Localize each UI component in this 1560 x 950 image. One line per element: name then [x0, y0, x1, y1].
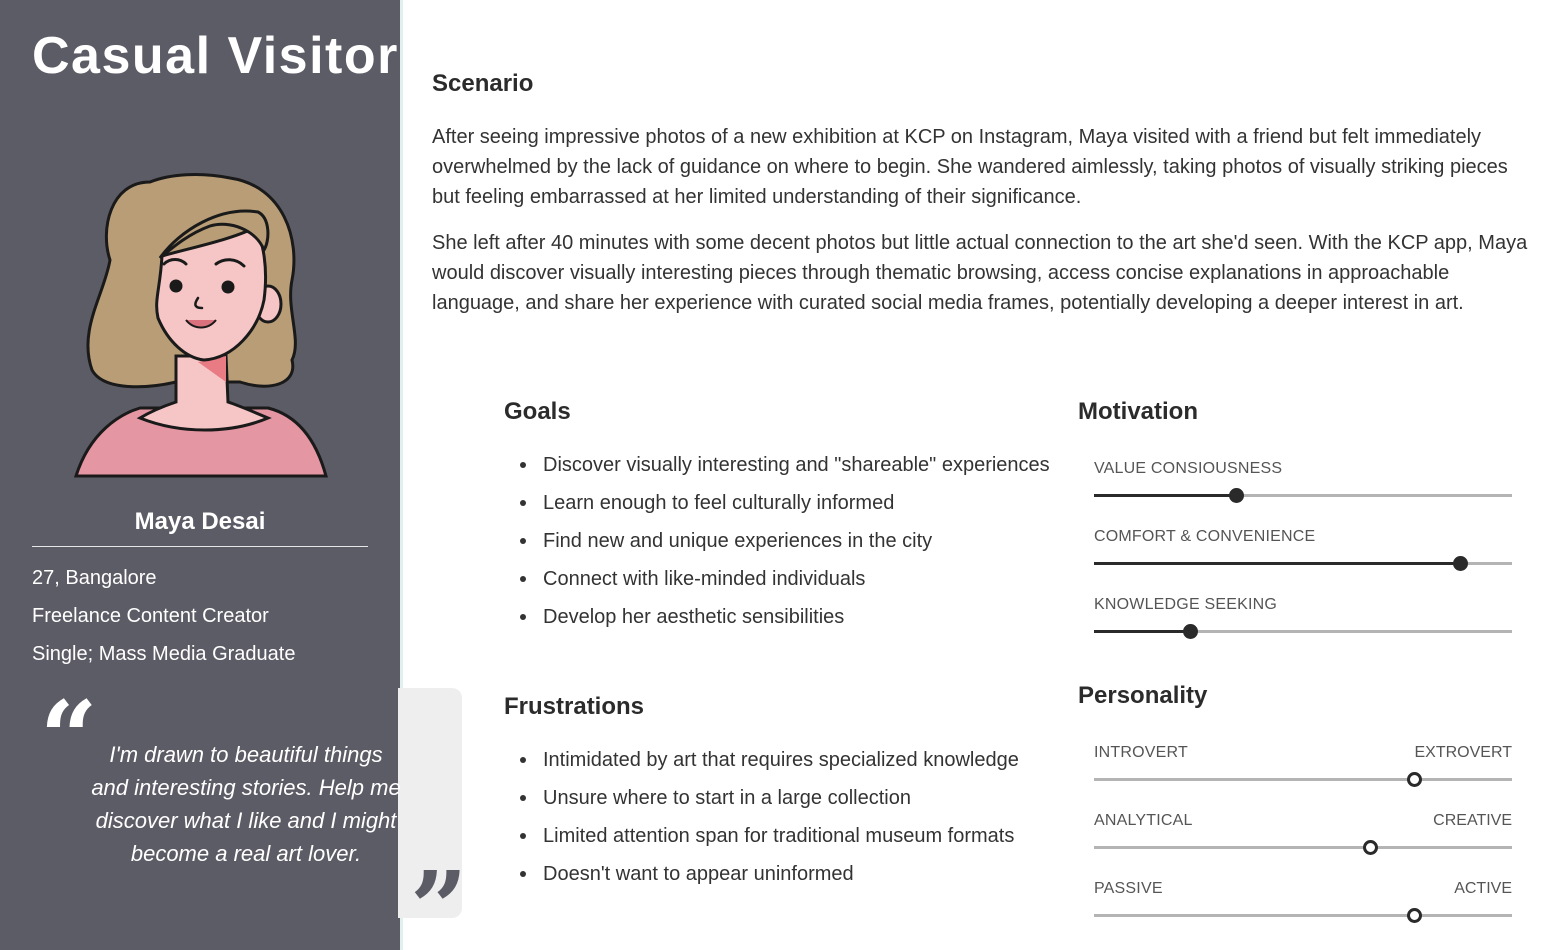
- frustration-text: Limited attention span for traditional museum formats: [543, 825, 1015, 847]
- slider-knob: [1453, 556, 1468, 571]
- persona-age-location: 27, Bangalore: [32, 567, 157, 589]
- persona-occupation: Freelance Content Creator: [32, 605, 269, 627]
- frustrations-list: [543, 745, 1063, 897]
- list-item: [543, 859, 1063, 889]
- motivation-slider-value-consciousness: [1094, 460, 1512, 478]
- slider-knob: [1407, 908, 1422, 923]
- slider-left-label: PASSIVE: [1094, 880, 1163, 897]
- goal-text: Learn enough to feel culturally informed: [543, 492, 895, 514]
- motivation-slider-knowledge-seeking: [1094, 596, 1512, 614]
- open-quote-icon: “: [40, 679, 98, 797]
- slider-fill: [1094, 630, 1190, 633]
- frustration-text: Doesn't want to appear uninformed: [543, 863, 854, 885]
- slider-label: COMFORT & CONVENIENCE: [1094, 528, 1316, 545]
- personality-slider-analytical-creative: [1094, 812, 1512, 830]
- slider-label: VALUE CONSIOUSNESS: [1094, 460, 1283, 477]
- persona-name: Maya Desai: [134, 508, 266, 535]
- slider-right-label: ACTIVE: [1454, 880, 1512, 897]
- personality-heading: Personality: [1078, 682, 1208, 709]
- goal-text: Develop her aesthetic sensibilities: [543, 606, 845, 628]
- slider-track: [1094, 914, 1512, 917]
- slider-knob: [1183, 624, 1198, 639]
- personality-slider-introvert-extrovert: [1094, 744, 1512, 762]
- slider-label: KNOWLEDGE SEEKING: [1094, 596, 1277, 613]
- list-item: [543, 526, 1063, 556]
- goals-list: [543, 450, 1063, 640]
- bullet-icon: [520, 795, 526, 801]
- frustration-text: Intimidated by art that requires specialized knowledge: [543, 749, 1019, 771]
- persona-avatar: [70, 170, 330, 480]
- slider-knob: [1407, 772, 1422, 787]
- scenario-heading: Scenario: [432, 70, 534, 97]
- list-item: [543, 745, 1063, 775]
- frustrations-heading: Frustrations: [504, 693, 645, 720]
- slider-track: [1094, 846, 1512, 849]
- persona-type-title: Casual Visitor: [32, 27, 399, 85]
- close-quote-icon: ”: [410, 849, 468, 950]
- persona-quote: I'm drawn to beautiful things and interesting stories. Help me discover what I like and I might become a real art lover.: [91, 742, 401, 866]
- frustration-text: Unsure where to start in a large collection: [543, 787, 911, 809]
- motivation-slider-comfort-convenience: [1094, 528, 1512, 546]
- list-item: [543, 450, 1063, 480]
- personality-slider-passive-active: [1094, 880, 1512, 898]
- list-item: [543, 602, 1063, 632]
- scenario-paragraph: After seeing impressive photos of a new exhibition at KCP on Instagram, Maya visited with a friend but felt immediately overwhelmed by the lack of guidance on where to begin. She wandered aimlessly, taking photos of visually striking pieces but feeling embarrassed at her limited understanding of their significance.: [432, 126, 1508, 208]
- list-item: [543, 783, 1063, 813]
- list-item: [543, 488, 1063, 518]
- motivation-heading: Motivation: [1078, 398, 1198, 425]
- bullet-icon: [520, 614, 526, 620]
- bullet-icon: [520, 757, 526, 763]
- slider-knob: [1363, 840, 1378, 855]
- bullet-icon: [520, 500, 526, 506]
- slider-fill: [1094, 562, 1460, 565]
- slider-left-label: ANALYTICAL: [1094, 812, 1193, 829]
- scenario-paragraph: She left after 40 minutes with some decent photos but little actual connection to the art she'd seen. With the KCP app, Maya would discover visually interesting pieces through thematic browsing, access concise explanations in approachable language, and share her experience with curated social media frames, potentially developing a deeper interest in art.: [432, 232, 1528, 314]
- list-item: [543, 821, 1063, 851]
- slider-left-label: INTROVERT: [1094, 744, 1188, 761]
- persona-status: Single; Mass Media Graduate: [32, 643, 296, 665]
- list-item: [543, 564, 1063, 594]
- slider-fill: [1094, 494, 1236, 497]
- slider-track: [1094, 778, 1512, 781]
- slider-knob: [1229, 488, 1244, 503]
- bullet-icon: [520, 871, 526, 877]
- slider-right-label: CREATIVE: [1433, 812, 1512, 829]
- goal-text: Find new and unique experiences in the city: [543, 530, 933, 552]
- goal-text: Connect with like-minded individuals: [543, 568, 866, 590]
- bullet-icon: [520, 538, 526, 544]
- goal-text: Discover visually interesting and "shareable" experiences: [543, 454, 1050, 476]
- bullet-icon: [520, 576, 526, 582]
- bullet-icon: [520, 462, 526, 468]
- goals-heading: Goals: [504, 398, 571, 425]
- name-divider: [32, 546, 368, 547]
- slider-right-label: EXTROVERT: [1414, 744, 1512, 761]
- bullet-icon: [520, 833, 526, 839]
